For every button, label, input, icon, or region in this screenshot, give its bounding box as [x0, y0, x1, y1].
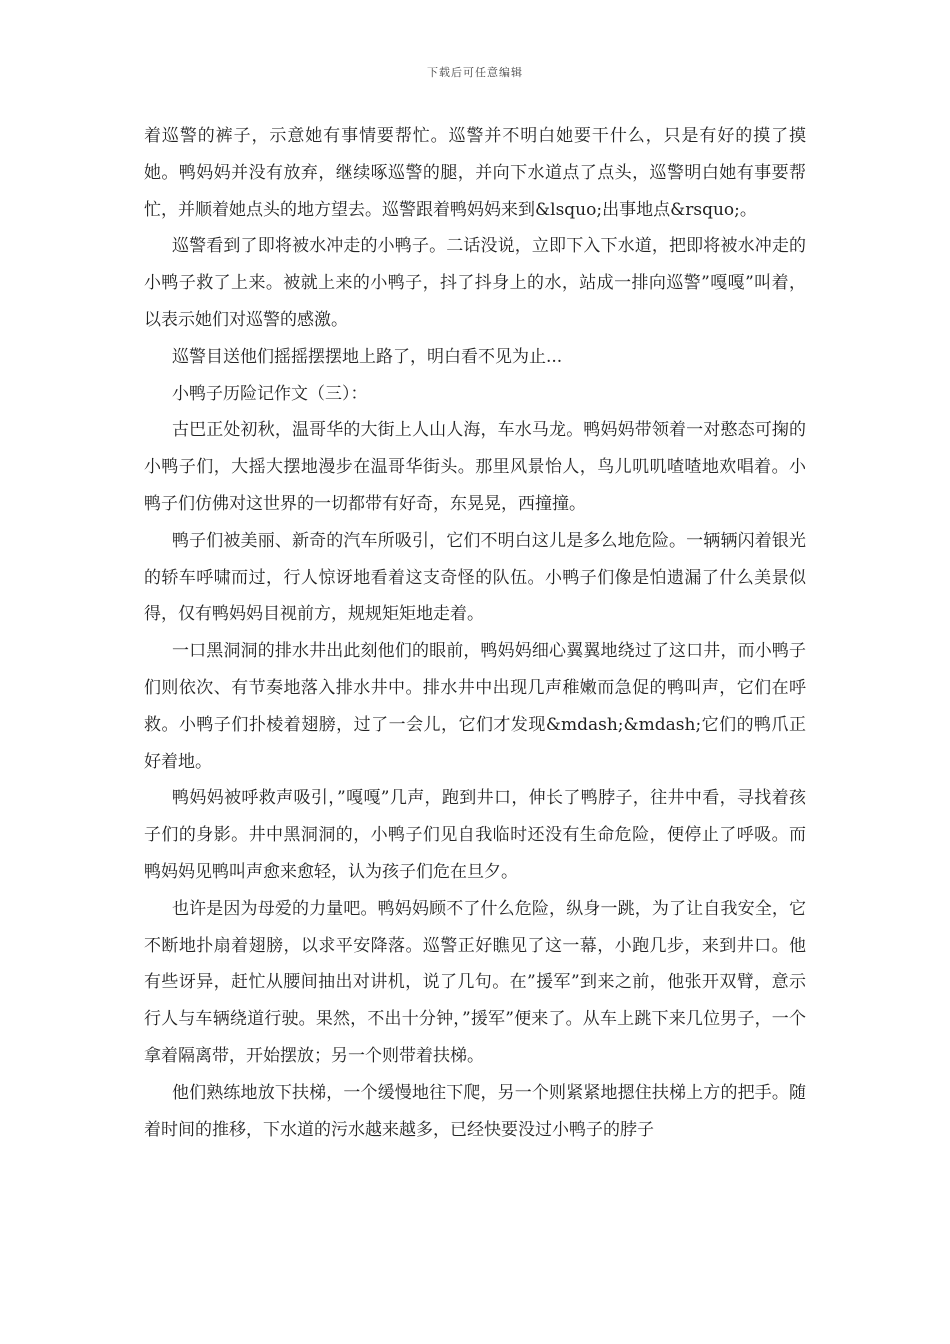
paragraph-7: 一口黑洞洞的排水井出此刻他们的眼前，鸭妈妈细心翼翼地绕过了这口井，而小鸭子们则依次、有节奏地落入排水井中。排水井中出现几声稚嫩而急促的鸭叫声，它们在呼救。小鸭子们扑棱着翅膀，过了一会儿，它们才发现&mdash;&mdash;它们的鸭爪正好着地。 [144, 641, 806, 772]
paragraph-10: 他们熟练地放下扶梯，一个缓慢地往下爬，另一个则紧紧地摁住扶梯上方的把手。随着时间的推移，下水道的污水越来越多，已经快要没过小鸭子的脖子 [144, 1082, 806, 1140]
section-heading: 小鸭子历险记作文（三）： [172, 383, 368, 404]
paragraph-6: 鸭子们被美丽、新奇的汽车所吸引，它们不明白这儿是多么地危险。一辆辆闪着银光的轿车呼啸而过，行人惊讶地看着这支奇怪的队伍。小鸭子们像是怕遗漏了什么美景似得，仅有鸭妈妈目视前方，规规矩矩地走着。 [144, 530, 806, 625]
paragraph-9: 也许是因为母爱的力量吧。鸭妈妈顾不了什么危险，纵身一跳，为了让自我安全，它不断地扑扇着翅膀，以求平安降落。巡警正好瞧见了这一幕，小跑几步，来到井口。他有些讶异，赶忙从腰间抽出对讲机，说了几句。在”援军”到来之前，他张开双臂，意示行人与车辆绕道行驶。果然，不出十分钟，”援军”便来了。从车上跳下来几位男子，一个拿着隔离带，开始摆放；另一个则带着扶梯。 [144, 898, 806, 1066]
page-header: 下载后可任意编辑 [427, 66, 523, 79]
paragraph-8: 鸭妈妈被呼救声吸引，”嘎嘎”几声，跑到井口，伸长了鸭脖子，往井中看，寻找着孩子们的身影。井中黑洞洞的，小鸭子们见自我临时还没有生命危险，便停止了呼吸。而鸭妈妈见鸭叫声愈来愈轻，认为孩子们危在旦夕。 [144, 788, 806, 882]
paragraph-3: 巡警目送他们摇摇摆摆地上路了，明白看不见为止... [172, 346, 563, 367]
document-body [144, 118, 806, 1148]
paragraph-2: 巡警看到了即将被水冲走的小鸭子。二话没说，立即下入下水道，把即将被水冲走的小鸭子救了上来。被就上来的小鸭子，抖了抖身上的水，站成一排向巡警”嘎嘎”叫着，以表示她们对巡警的感激。 [144, 236, 806, 330]
paragraph-5: 古巴正处初秋，温哥华的大街上人山人海，车水马龙。鸭妈妈带领着一对憨态可掬的小鸭子们，大摇大摆地漫步在温哥华街头。那里风景怡人，鸟儿叽叽喳喳地欢唱着。小鸭子们仿佛对这世界的一切都带有好奇，东晃晃，西撞撞。 [144, 420, 806, 514]
paragraph-1: 着巡警的裤子，示意她有事情要帮忙。巡警并不明白她要干什么，只是有好的摸了摸她。鸭妈妈并没有放弃，继续啄巡警的腿，并向下水道点了点头，巡警明白她有事要帮忙，并顺着她点头的地方望去。巡警跟着鸭妈妈来到&lsquo;出事地点&rsquo;。 [144, 126, 806, 220]
